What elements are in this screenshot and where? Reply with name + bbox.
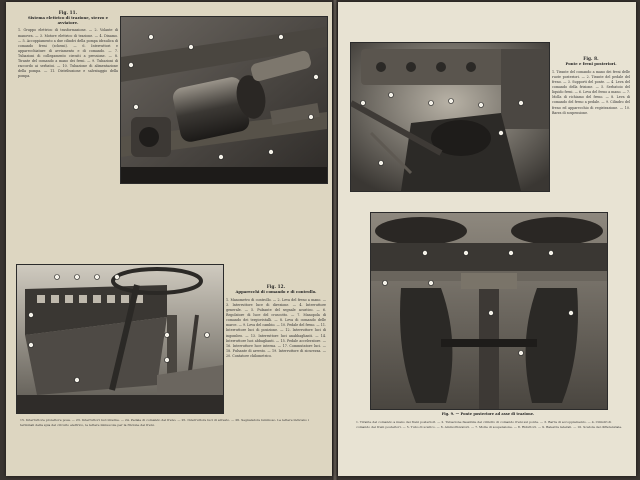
fig8-subtitle: Ponte e freni posteriori. [565, 61, 617, 66]
fig12-subtitle: Apparecchi di comando e di controllo. [235, 289, 317, 294]
fig8-text-block [552, 56, 630, 116]
fig11-subtitle: Sistema elettrico di trazione, sterzo e avviatore. [28, 15, 108, 25]
fig11-photo-electric-motor [120, 16, 328, 184]
fig12-title: Fig. 12. [266, 284, 286, 289]
fig9-caption: 1. Tirante del comando a mano dei freni posteriori. — 2. Tubazione flessibile del cilindro di comando freni sul ponte. — 3. Barra di accoppiamento. — 4. Cilindri di comando dei freni posteriori. — 5. Tubo di scarico. — 6. Ammortizzatori. — 7. Molle di sospensione. — 8. Riduttori. — 9. Balestre laterali. — 10. Scatola del differenziale. [356, 420, 623, 429]
fig8-caption: 1. Tirante del comando a mano dei freni delle ruote posteriori. — 2. Tirante del pedale del freno. — 3. Supporti del ponte. — 4. Leva del comando della frizione. — 5. Serbatoio del liquido freni. — 6. Leva del freno a mano. — 7. Molla di richiamo del freno. — 8. Leva di comando del freno a pedale. — 9. Cilindro del freno ed apparecchio di registrazione. — 10. Barra di sospensione. [552, 69, 630, 115]
fig9-title: Fig. 9. — Ponte posteriore ad asse di trazione. [441, 412, 535, 416]
fig11-text-block [18, 10, 118, 80]
fig11-title: Fig. 11. [58, 10, 78, 15]
fig8-photo-rear-axle-brakes [350, 42, 550, 192]
fig12-footer-caption: 15. Interruttore proiettore posa. — 23. Interruttori luci interne. — 24. Pedale di comando del freno. — 25. Interruttore luci di arresto. — 26. Segnalatore luminoso. Le lettere indicano i terminali della spia del circuito elettrico, le lettere minuscole per la frizione dei freni. [20, 418, 309, 427]
fig8-title: Fig. 8. [583, 56, 599, 61]
fig12-photo-dashboard [16, 264, 224, 414]
right-page [338, 2, 636, 476]
left-page [6, 2, 332, 476]
fig12-text-block [226, 284, 326, 359]
fig11-caption: 1. Gruppo elettrico di trasformazione. — 2. Volante di manovra. — 3. Motore elettrico di trazione. — 4. Dinamo. — 5. Accoppiamento a due cilindri della pompa idraulica di comando freni (schemi). — 6. Interruttori e apparecchiature di avviamento e di comando. — 7. Tubazioni di collegamento circuiti a pressione. — 8. Tirante del comando a mano dei freni. — 9. Tubazioni di raccordo ai serbatoi. — 10. Tubazione di alimentazione della pompa. — 11. Distribuzione e salvataggio della pompa. [18, 28, 118, 79]
fig12-caption: 1. Manometro di controllo. — 2. Leva del freno a mano. — 3. Interruttore luce di direzione. — 4. Interruttore generale. — 5. Pulsante del segnale acustico. — 6. Regolatore di luce del cruscotto. — 7. Manopola di comando dei tergicristalli. — 8. Leva di comando delle marce. — 9. Leva del cambio. — 10. Pedale del freno. — 11. Interruttore luci di posizione. — 12. Interruttore luci di ingombro. — 13. Interruttore luci anabbaglianti. — 14. Interruttore luci abbaglianti. — 15. Pedale acceleratore. — 16. Interruttore luce interna. — 17. Commutatore luci. — 18. Pulsante di arresto. — 19. Interruttore di sicurezza. — 20. Contatore chilometrico. [226, 297, 326, 358]
fig9-photo-rear-axle-drive [370, 212, 608, 410]
